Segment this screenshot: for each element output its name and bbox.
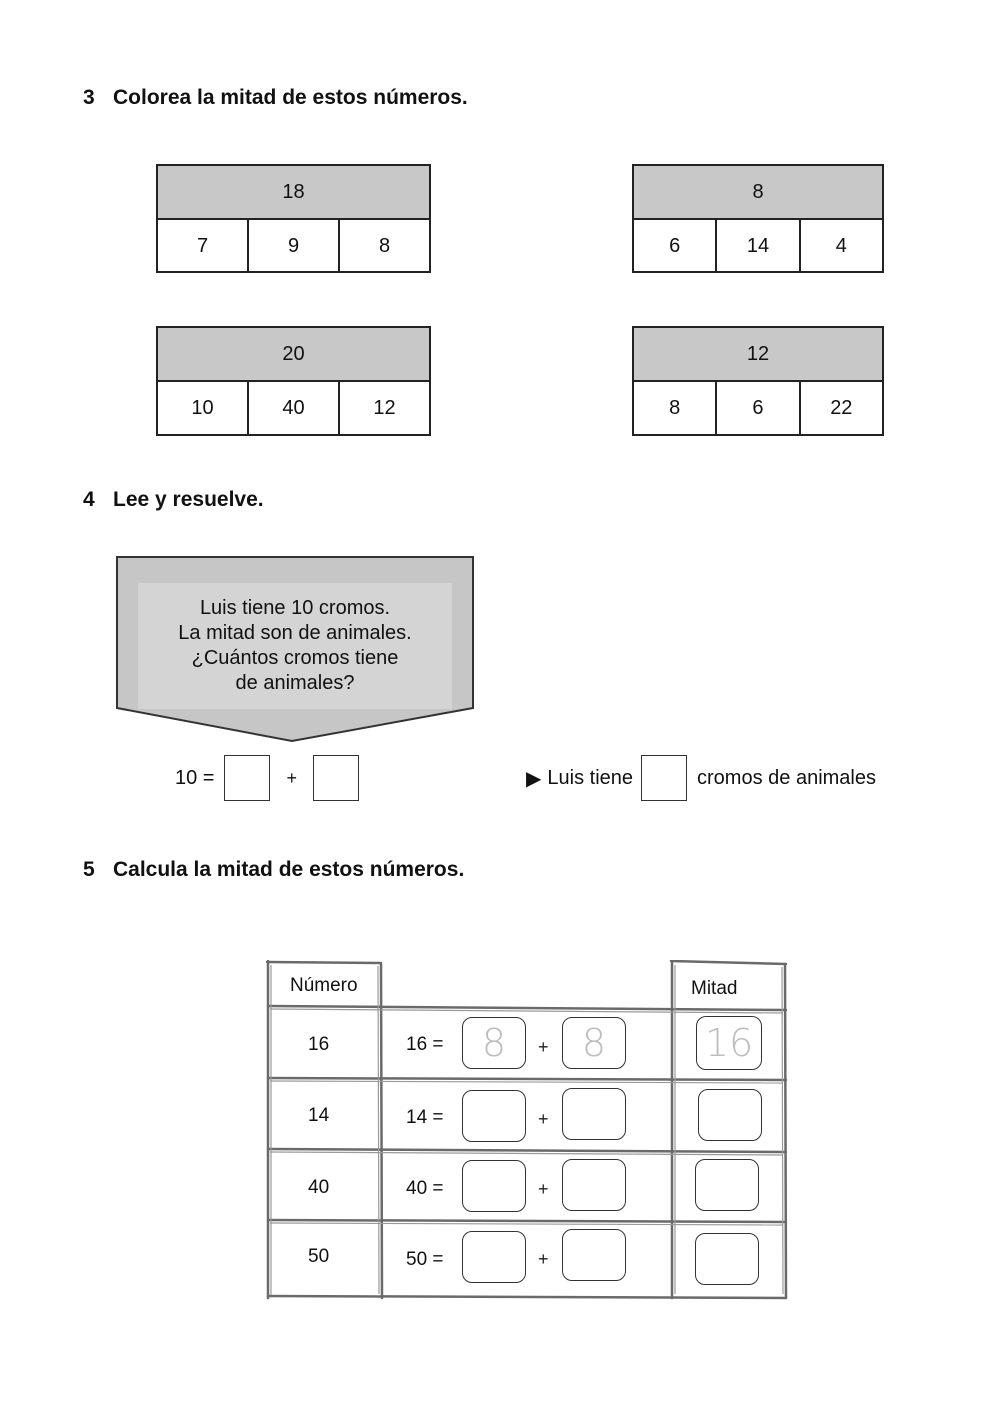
exercise-number: 4 — [83, 488, 95, 511]
addend-box-b[interactable] — [562, 1229, 626, 1281]
exercise-title: Lee y resuelve. — [113, 488, 264, 511]
addend-box-a[interactable] — [462, 1090, 526, 1142]
half-table-18 — [156, 164, 431, 273]
row-number: 14 — [308, 1105, 330, 1126]
column-header-half: Mitad — [691, 978, 738, 999]
option-cell[interactable]: 8 — [378, 234, 391, 257]
half-box[interactable] — [695, 1159, 759, 1211]
row-equation: 14 = — [406, 1107, 444, 1128]
exercise-title: Calcula la mitad de estos números. — [113, 858, 465, 881]
answer-sentence — [526, 755, 876, 801]
exercise-number: 3 — [83, 86, 95, 109]
option-cell[interactable]: 14 — [717, 220, 800, 272]
answer-box-second[interactable] — [313, 755, 359, 801]
row-number: 50 — [308, 1246, 330, 1267]
addend-box-b[interactable]: 8 — [562, 1017, 626, 1069]
exercise-3-heading — [83, 86, 468, 110]
half-table-total: 20 — [158, 328, 429, 382]
addend-box-b[interactable] — [562, 1088, 626, 1140]
option-cell[interactable]: 6 — [717, 382, 800, 434]
half-table-total: 18 — [158, 166, 429, 220]
equation-row — [175, 755, 359, 801]
problem-text — [138, 583, 452, 709]
equation-left: 10 = — [175, 766, 215, 789]
option-cell[interactable]: 10 — [158, 382, 249, 434]
option-cell[interactable]: 40 — [249, 382, 340, 434]
option-cell[interactable]: 9 — [249, 220, 340, 272]
half-table-20 — [156, 326, 431, 436]
addend-box-a[interactable] — [462, 1160, 526, 1212]
addend-box-a[interactable] — [462, 1231, 526, 1283]
answer-prefix: Luis tiene — [547, 766, 634, 789]
exercise-5-heading — [83, 858, 464, 882]
half-table-total: 12 — [634, 328, 882, 382]
triangle-bullet-icon: ▶ — [526, 767, 542, 790]
half-box[interactable] — [695, 1233, 759, 1285]
row-number: 16 — [308, 1034, 330, 1055]
plus-sign: + — [286, 767, 297, 788]
problem-line: La mitad son de animales. — [178, 622, 412, 644]
option-cell[interactable]: 6 — [634, 220, 717, 272]
exercise-number: 5 — [83, 858, 95, 881]
option-cell[interactable]: 22 — [830, 396, 853, 419]
problem-line: ¿Cuántos cromos tiene — [191, 647, 399, 669]
option-cell[interactable]: 12 — [373, 396, 396, 419]
exercise-title: Colorea la mitad de estos números. — [113, 86, 468, 109]
addend-box-b[interactable] — [562, 1159, 626, 1211]
plus-sign: + — [538, 1109, 549, 1129]
addend-box-a[interactable]: 8 — [462, 1017, 526, 1069]
answer-box-animals[interactable] — [641, 755, 687, 801]
plus-sign: + — [538, 1249, 549, 1269]
row-equation: 16 = — [406, 1034, 444, 1055]
option-cell[interactable]: 4 — [835, 234, 847, 257]
half-table-12 — [632, 326, 884, 436]
half-box[interactable]: 16 — [696, 1016, 762, 1070]
option-cell[interactable]: 8 — [634, 382, 717, 434]
plus-sign: + — [538, 1037, 549, 1057]
half-table-8 — [632, 164, 884, 273]
answer-suffix: cromos de animales — [697, 766, 876, 789]
row-number: 40 — [308, 1177, 330, 1198]
answer-box-first[interactable] — [224, 755, 270, 801]
half-table-total: 8 — [634, 166, 882, 220]
exercise-4-heading — [83, 488, 264, 512]
option-cell[interactable]: 7 — [158, 220, 249, 272]
problem-line: de animales? — [235, 672, 355, 694]
half-box[interactable] — [698, 1089, 762, 1141]
problem-line: Luis tiene 10 cromos. — [199, 597, 391, 619]
column-header-number: Número — [290, 975, 358, 996]
row-equation: 50 = — [406, 1249, 444, 1270]
plus-sign: + — [538, 1179, 549, 1199]
row-equation: 40 = — [406, 1178, 444, 1199]
